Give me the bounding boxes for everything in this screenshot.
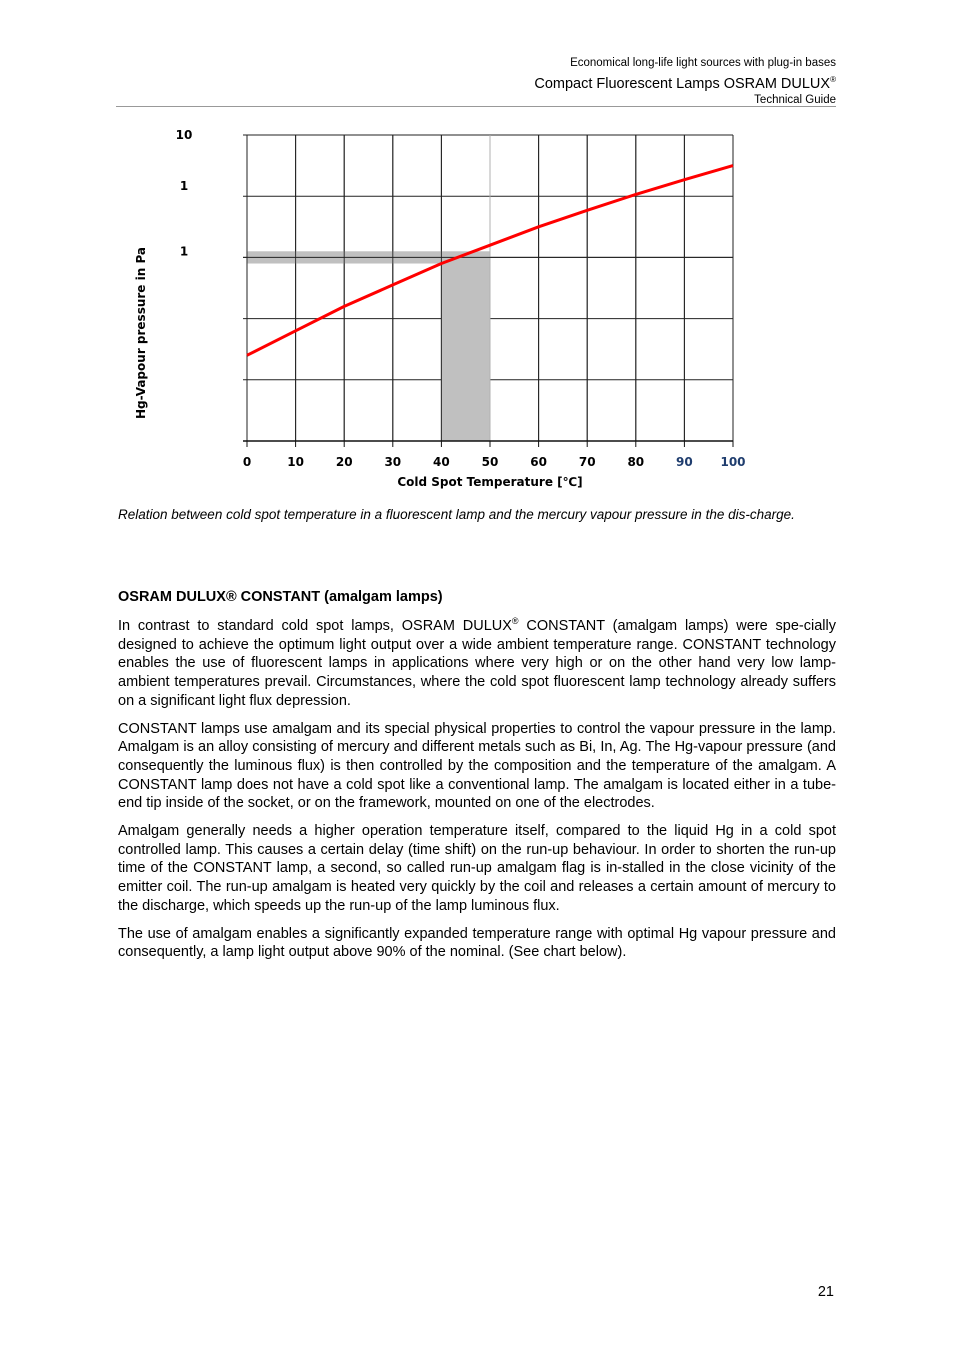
x-tick-label: 30 [384, 455, 402, 469]
paragraph-1 [118, 617, 836, 711]
header-registered-mark: ® [830, 75, 836, 84]
x-tick-label: 20 [335, 455, 353, 469]
x-tick-label: 90 [676, 455, 693, 469]
header-divider [116, 106, 836, 107]
x-tick-label: 80 [627, 455, 645, 469]
header-guide-label: Technical Guide [754, 93, 836, 106]
registered-mark: ® [511, 616, 519, 627]
paragraph-1-rest: CONSTANT (amalgam lamps) were spe-cially designed to achieve the optimum light output over a wide ambient temperature range. CONSTANT technology enables the use of fluorescent lamps in applications where very high or on the other hand very low lamp-ambient temperatures prevail. Circumstances, where the cold spot fluorescent lamp technology already suffers on a significant light flux depression. [118, 618, 836, 709]
y-tick-label: 1 [179, 179, 189, 194]
page-header [534, 56, 836, 108]
x-tick-label: 0 [242, 455, 252, 469]
section-heading: OSRAM DULUX® CONSTANT (amalgam lamps) [118, 589, 443, 605]
y-tick-label: 1 [179, 244, 189, 259]
header-title [534, 71, 836, 93]
paragraph-3: Amalgam generally needs a higher operation temperature itself, compared to the liquid Hg in a cold spot controlled lamp. This causes a certain delay (time shift) on the run-up behaviour. In order to shorten the run-up time of the CONSTANT lamp, a second, so called run-up amalgam flag is in-stalled in the close vicinity of the emitter coil. The run-up amalgam is heated very quickly by the coil and releases a certain amount of mercury to the discharge, which speeds up the run-up of the lamp luminous flux. [118, 823, 836, 914]
x-tick-label: 70 [578, 455, 596, 469]
figure-caption: Relation between cold spot temperature in a fluorescent lamp and the mercury vapour pressure in the dis-charge. [118, 507, 795, 522]
paragraph-4: The use of amalgam enables a significantly expanded temperature range with optimal Hg vapour pressure and consequently, a lamp light output above 90% of the nominal. (See chart below). [118, 925, 836, 961]
header-subtitle: Economical long-life light sources with plug-in bases [570, 57, 836, 69]
hg-vapour-pressure-chart [120, 120, 760, 500]
x-tick-label: 60 [530, 455, 547, 469]
x-tick-label: 100 [720, 455, 746, 469]
chart-highlight [247, 251, 490, 441]
x-tick-label: 10 [287, 455, 304, 469]
y-tick-label: 10 [175, 128, 193, 142]
page-number: 21 [817, 1284, 834, 1300]
y-axis-label: Hg-Vapour pressure in Pa [134, 246, 148, 420]
article-section [118, 588, 836, 971]
chart-y-labels [176, 128, 193, 258]
paragraph-2: CONSTANT lamps use amalgam and its special physical properties to control the vapour pressure in the lamp. Amalgam is an alloy consisting of mercury and different metals such as Bi, In, Ag. The Hg-vapour pressure (and consequently the luminous flux) is then controlled by the composition and the temperature of the amalgam. A CONSTANT lamp does not have a cold spot like a conventional lamp. The amalgam is located either in a tube-end tip inside of the socket, or on the framework, mounted on one of the electrodes. [118, 720, 836, 812]
x-tick-label: 50 [481, 455, 499, 469]
header-title-text: Compact Fluorescent Lamps OSRAM DULUX [534, 75, 831, 92]
highlight-vertical-band [441, 251, 490, 441]
chart-tick-labels [243, 455, 746, 469]
x-tick-label: 40 [433, 455, 450, 469]
x-axis-label: Cold Spot Temperature [℃] [397, 475, 583, 489]
paragraph-1-start: In contrast to standard cold spot lamps, OSRAM DULUX [118, 618, 512, 634]
